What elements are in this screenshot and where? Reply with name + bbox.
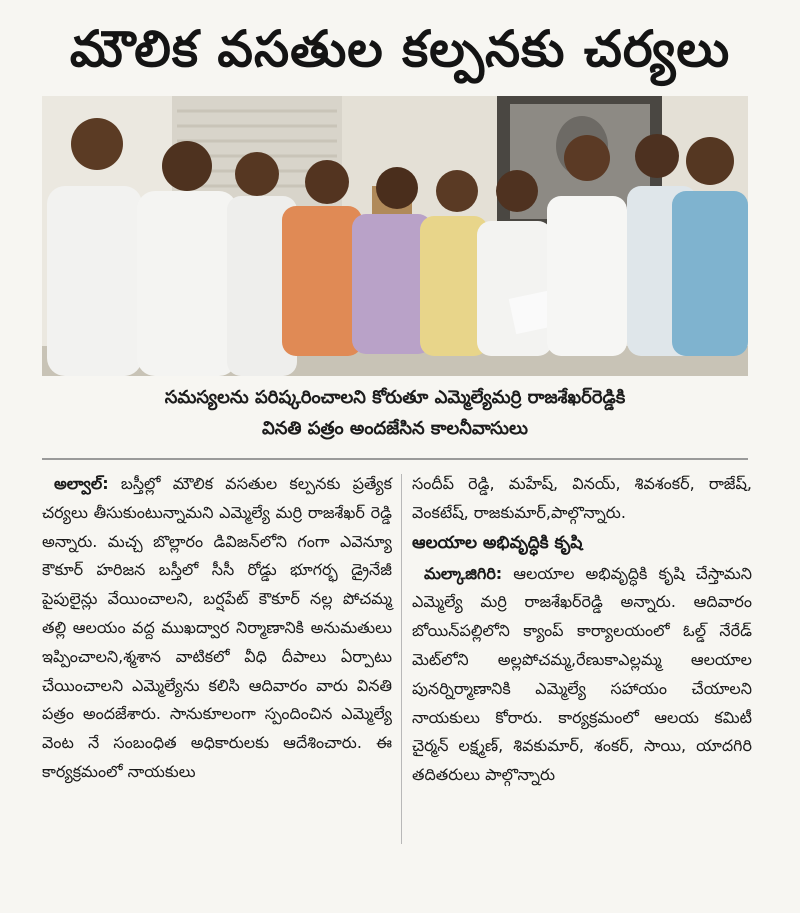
headline: మౌలిక వసతుల కల్పనకు చర్యలు bbox=[69, 20, 731, 78]
article-paragraph-2 bbox=[412, 560, 752, 790]
caption-line-2: వినతి పత్రం అందజేసిన కాలనీవాసులు bbox=[261, 418, 529, 439]
column-divider bbox=[401, 474, 402, 844]
group-photo-illustration bbox=[42, 96, 748, 376]
dateline: అల్వాల్: bbox=[54, 474, 109, 493]
article-paragraph bbox=[42, 470, 392, 787]
article-column-left bbox=[42, 470, 392, 787]
caption-divider bbox=[42, 458, 748, 460]
subheading: ఆలయాల అభివృద్ధికి కృషి bbox=[412, 532, 583, 553]
article-column-right bbox=[412, 470, 752, 790]
photo-caption bbox=[42, 382, 748, 444]
article-body-2: ఆలయాల అభివృద్ధికి కృషి చేస్తామని ఎమ్మెల్యే మర్రి రాజశేఖర్‌రెడ్డి అన్నారు. ఆదివారం బోయిన్‌పల్లిలోని క్యాంప్ కార్యాలయంలో ఓల్డ్ నేరేడ్ మెట్‌లోని అల్లపోచమ్మ,రేణుకాఎల్లమ్మ ఆలయాల పునర్నిర్మాణానికి ఎమ్మెల్యే సహాయం చేయాలని నాయకులు కోరారు. కార్యక్రమంలో ఆలయ కమిటీ చైర్మన్ లక్ష్మణ్, శివకుమార్, శంకర్, సాయి, యాదగిరి తదితరులు పాల్గొన్నారు bbox=[412, 563, 752, 785]
news-photo bbox=[42, 96, 748, 376]
continuation-paragraph: సందీప్ రెడ్డి, మహేష్, వినయ్, శివశంకర్, రాజేష్, వెంకటేష్, రాజకుమార్,పాల్గొన్నారు. bbox=[412, 474, 752, 522]
dateline-2: మల్కాజిగిరి: bbox=[424, 563, 503, 583]
caption-line-1: సమస్యలను పరిష్కరించాలని కోరుతూ ఎమ్మెల్యేమర్రి రాజశేఖర్‌రెడ్డికి bbox=[164, 387, 626, 408]
article-body: బస్తీల్లో మౌలిక వసతుల కల్పనకు ప్రత్యేక చర్యలు తీసుకుంటున్నామని ఎమ్మెల్యే మర్రి రాజశేఖర్ రెడ్డి అన్నారు. మచ్చ బొల్లారం డివిజన్‌లోని గంగా ఎవెన్యూ కౌకూర్ హరిజన బస్తీలో సీసీ రోడ్డు భూగర్భ డ్రైనేజీ పైపులైన్లు వేయించాలని, బర్షపేట్ కౌకూర్ నల్ల పోచమ్మ తల్లి ఆలయం వద్ద ముఖద్వార నిర్మాణానికి అనుమతులు ఇప్పించాలని,శ్మశాన వాటికలో వీధి దీపాలు ఏర్పాటు చేయించాలని ఎమ్మెల్యేను కలిసి ఆదివారం వారు వినతి పత్రం అందజేశారు. సానుకూలంగా స్పందించిన ఎమ్మెల్యే వెంట నే సంబంధిత అధికారులకు ఆదేశించారు. ఈ కార్యక్రమంలో నాయకులు bbox=[42, 474, 392, 781]
